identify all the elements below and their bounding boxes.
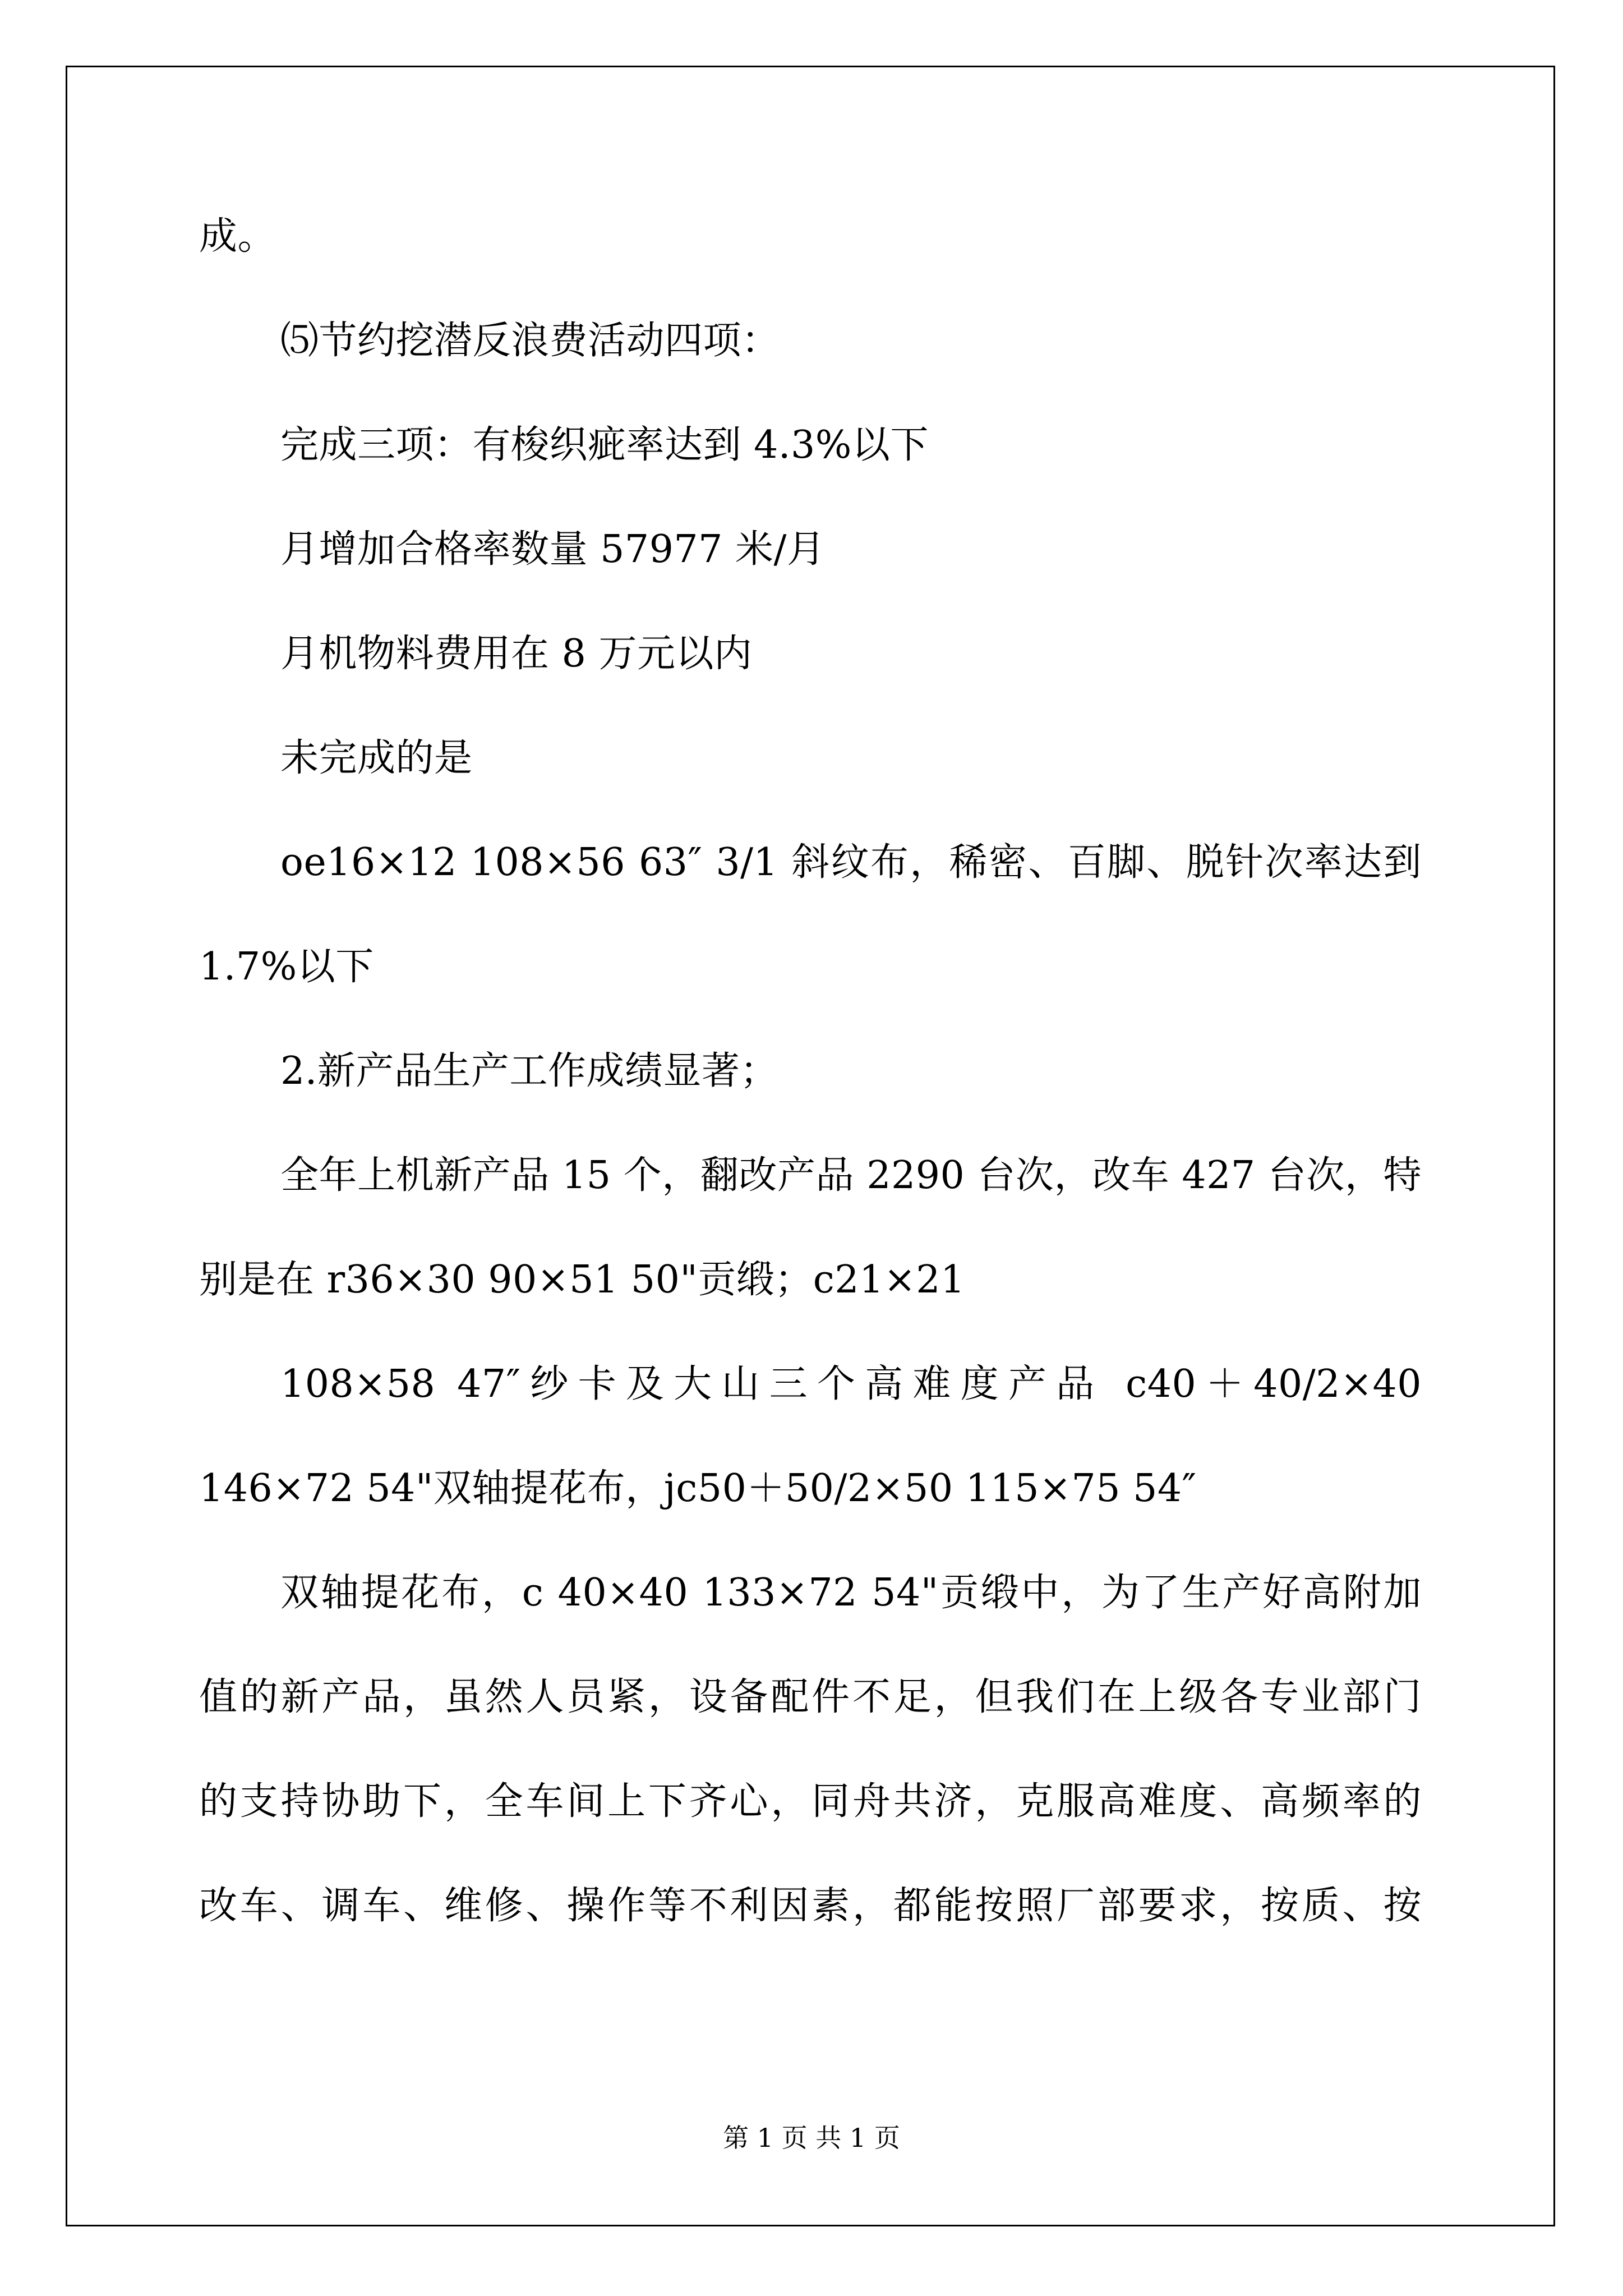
text-line-16: 的支持协助下，全车间上下齐心，同舟共济，克服高难度、高频率的 [199, 1779, 1422, 1824]
text-line-13: 146×72 54"双轴提花布，jc50＋50/2×50 115×75 54″ [199, 1466, 1197, 1511]
text-line-12: 108×58 47″纱卡及大山三个高难度产品 c40＋40/2×40 [280, 1362, 1422, 1406]
text-line-8: 1.7%以下 [199, 945, 374, 989]
text-line-9: 2.新产品生产工作成绩显著； [280, 1049, 778, 1093]
text-line-5: 月机物料费用在 8 万元以内 [280, 632, 753, 676]
text-line-3: 完成三项：有梭织疵率达到 4.3%以下 [280, 423, 929, 467]
text-line-10: 全年上机新产品 15 个，翻改产品 2290 台次，改车 427 台次，特 [280, 1153, 1422, 1198]
text-line-1: 成。 [199, 214, 276, 259]
text-line-14: 双轴提花布，c 40×40 133×72 54"贡缎中，为了生产好高附加 [280, 1571, 1422, 1615]
text-line-15: 值的新产品，虽然人员紧，设备配件不足，但我们在上级各专业部门 [199, 1675, 1422, 1719]
text-line-2: ⑸节约挖潜反浪费活动四项： [280, 319, 780, 363]
text-line-4: 月增加合格率数量 57977 米/月 [280, 527, 826, 572]
text-line-7: oe16×12 108×56 63″ 3/1 斜纹布，稀密、百脚、脱针次率达到 [280, 840, 1422, 885]
text-line-6: 未完成的是 [280, 736, 473, 780]
text-line-11: 别是在 r36×30 90×51 50"贡缎；c21×21 [199, 1258, 965, 1302]
text-line-17: 改车、调车、维修、操作等不利因素，都能按照厂部要求，按质、按 [199, 1884, 1422, 1928]
page-footer: 第 1 页 共 1 页 [723, 2123, 900, 2153]
